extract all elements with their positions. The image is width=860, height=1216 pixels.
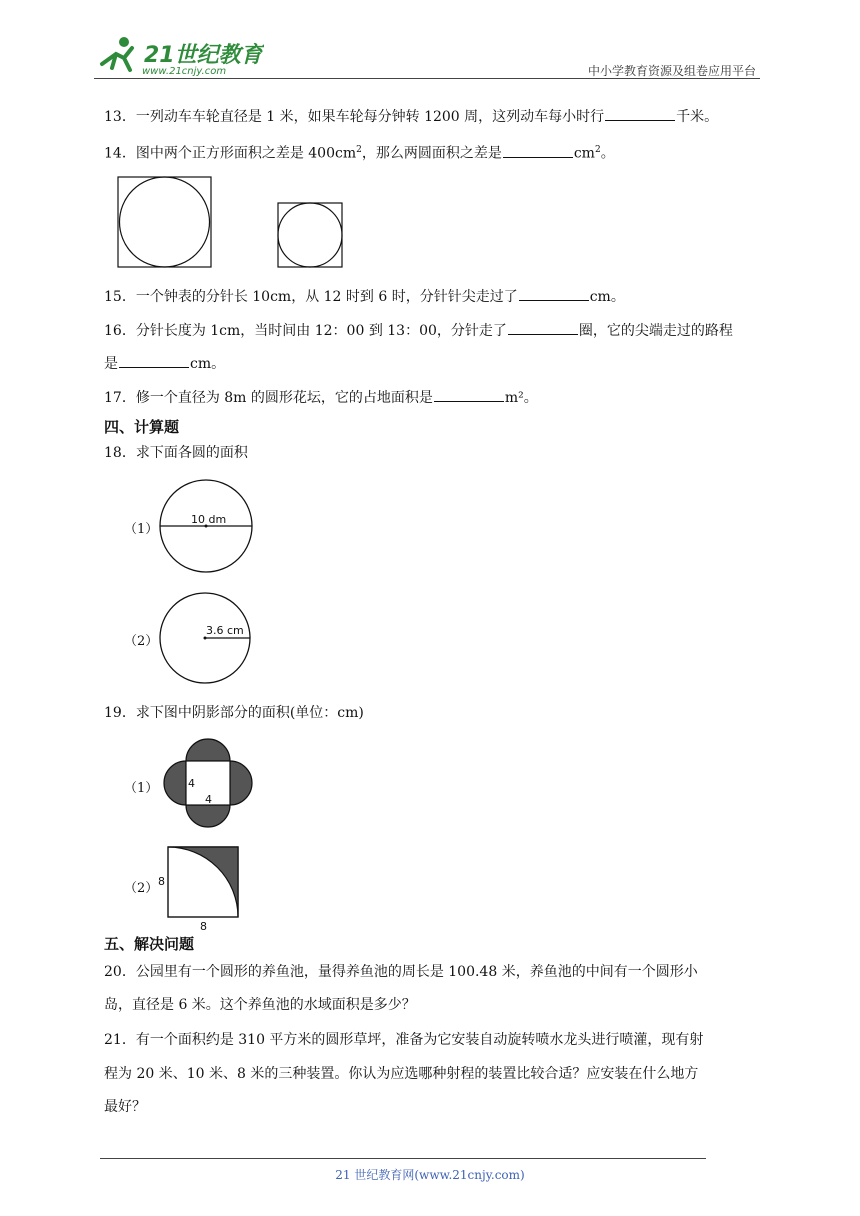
question-13: 13．一列动车车轮直径是 1 米，如果车轮每分钟转 1200 周，这列动车每小时行 千米。 (104, 106, 718, 127)
logo-url: www.21cnjy.com (142, 66, 227, 77)
answer-blank[interactable] (119, 353, 189, 368)
bottom-label: 8 (200, 920, 207, 933)
answer-blank[interactable] (508, 320, 578, 335)
question-20: 20．公园里有一个圆形的养鱼池，量得养鱼池的周长是 100.48 米，养鱼池的中间有一个圆形小 (104, 964, 698, 980)
side-label: 8 (158, 875, 165, 888)
logo-runner-head (119, 37, 129, 47)
question-15: 15．一个钟表的分针长 10cm，从 12 时到 6 时，分针针尖走过了 cm。 (104, 286, 625, 307)
question-20-line2: 岛，直径是 6 米。这个养鱼池的水域面积是多少？ (104, 997, 416, 1013)
answer-blank[interactable] (503, 143, 573, 158)
large-circle (120, 177, 210, 267)
small-circle (278, 203, 342, 267)
right-semicircle (230, 761, 252, 805)
footer-text: 21 世纪教育网(www.21cnjy.com) (335, 1168, 525, 1182)
logo-runner-icon (102, 48, 132, 70)
question-14: 14．图中两个正方形面积之差是 $400cm^2$，那么两圆面积之差是 $cm^2$。 (104, 140, 615, 164)
top-semicircle (186, 739, 230, 761)
answer-blank[interactable] (519, 286, 589, 301)
answer-blank[interactable] (605, 106, 675, 121)
squares-circles-figure (110, 170, 360, 275)
question-17: 17．修一个直径为 8m 的圆形花坛，它的占地面积是 m²。 (104, 387, 538, 408)
item-label: （2） (124, 881, 159, 896)
question-16-line2: 是 cm。 (104, 353, 225, 374)
answer-blank[interactable] (434, 387, 504, 402)
item-label: （1） (124, 522, 159, 537)
header-title: 中小学教育资源及组卷应用平台 (587, 64, 756, 78)
bottom-semicircle (186, 805, 230, 827)
section-heading: 四、计算题 (104, 418, 180, 436)
item-label: （1） (124, 781, 159, 796)
footer-divider (100, 1158, 706, 1159)
four-semicircles-figure (158, 735, 268, 835)
radius-label: 3.6 cm (206, 624, 244, 637)
diameter-label: 10 dm (191, 513, 227, 526)
logo-text: 21世纪教育 (144, 43, 263, 68)
question-21-line3: 最好？ (104, 1099, 146, 1115)
header-divider (94, 78, 760, 79)
circle-radius-figure (155, 590, 265, 690)
question-19: 19．求下图中阴影部分的面积(单位：cm) (104, 705, 364, 721)
question-21-line2: 程为 20 米、10 米、8 米的三种装置。你认为应选哪种射程的装置比较合适？应安装在什么地方 (104, 1066, 699, 1082)
question-16: 16．分针长度为 1cm，当时间由 12：00 到 13：00，分针走了 圈，它的尖端走过的路程 (104, 320, 733, 341)
question-18: 18．求下面各圆的面积 (104, 445, 248, 461)
question-21: 21．有一个面积约是 310 平方米的圆形草坪，准备为它安装自动旋转喷水龙头进行喷灌，现有射 (104, 1032, 704, 1048)
left-semicircle (164, 761, 186, 805)
bottom-label: 4 (205, 793, 212, 806)
quarter-circle-figure (155, 842, 255, 934)
side-label: 4 (188, 777, 195, 790)
circle-diameter-figure (155, 478, 265, 578)
section-heading: 五、解决问题 (104, 935, 195, 953)
logo (94, 34, 264, 80)
item-label: （2） (124, 634, 159, 649)
